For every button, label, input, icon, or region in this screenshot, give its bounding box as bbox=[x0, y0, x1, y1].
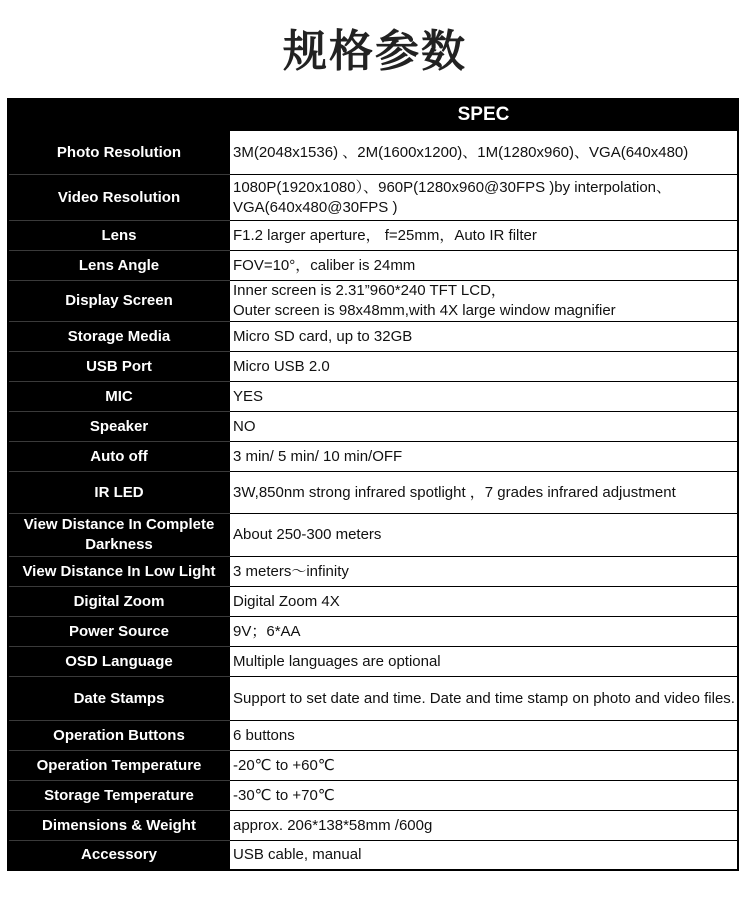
spec-label: Photo Resolution bbox=[8, 131, 230, 175]
spec-value: -20℃ to +60℃ bbox=[230, 751, 739, 781]
spec-label: Auto off bbox=[8, 442, 230, 472]
spec-row bbox=[8, 442, 738, 472]
spec-label: Lens Angle bbox=[8, 251, 230, 281]
spec-row bbox=[8, 281, 738, 322]
spec-value: F1.2 larger aperture， f=25mm，Auto IR filter bbox=[230, 221, 739, 251]
spec-row bbox=[8, 557, 738, 587]
spec-row bbox=[8, 352, 738, 382]
spec-label: USB Port bbox=[8, 352, 230, 382]
spec-label: OSD Language bbox=[8, 647, 230, 677]
spec-value: NO bbox=[230, 412, 739, 442]
spec-label: Lens bbox=[8, 221, 230, 251]
spec-label: IR LED bbox=[8, 472, 230, 514]
spec-label: Video Resolution bbox=[8, 175, 230, 221]
spec-header-row bbox=[8, 99, 738, 131]
spec-value: 3W,850nm strong infrared spotlight ，7 grades infrared adjustment bbox=[230, 472, 739, 514]
spec-header-blank bbox=[8, 99, 230, 131]
spec-row bbox=[8, 131, 738, 175]
spec-row bbox=[8, 221, 738, 251]
spec-label: Digital Zoom bbox=[8, 587, 230, 617]
spec-row bbox=[8, 251, 738, 281]
spec-label: Operation Temperature bbox=[8, 751, 230, 781]
spec-value: About 250-300 meters bbox=[230, 514, 739, 557]
spec-label: Storage Media bbox=[8, 322, 230, 352]
spec-row bbox=[8, 751, 738, 781]
spec-row bbox=[8, 382, 738, 412]
spec-row bbox=[8, 472, 738, 514]
spec-row bbox=[8, 514, 738, 557]
spec-label: View Distance In Complete Darkness bbox=[8, 514, 230, 557]
spec-label: Speaker bbox=[8, 412, 230, 442]
spec-value: 1080P(1920x1080）、960P(1280x960@30FPS )by interpolation、VGA(640x480@30FPS ) bbox=[230, 175, 739, 221]
spec-row bbox=[8, 841, 738, 870]
spec-value: 3M(2048x1536) 、2M(1600x1200)、1M(1280x960)、VGA(640x480) bbox=[230, 131, 739, 175]
spec-row bbox=[8, 781, 738, 811]
spec-row bbox=[8, 412, 738, 442]
spec-value: FOV=10°，caliber is 24mm bbox=[230, 251, 739, 281]
spec-row bbox=[8, 322, 738, 352]
spec-header: SPEC bbox=[230, 99, 739, 131]
spec-value: Digital Zoom 4X bbox=[230, 587, 739, 617]
spec-row bbox=[8, 647, 738, 677]
spec-label: Date Stamps bbox=[8, 677, 230, 721]
spec-row bbox=[8, 677, 738, 721]
spec-row bbox=[8, 721, 738, 751]
spec-value: -30℃ to +70℃ bbox=[230, 781, 739, 811]
spec-value: Support to set date and time. Date and time stamp on photo and video files. bbox=[230, 677, 739, 721]
spec-value: YES bbox=[230, 382, 739, 412]
spec-label: Display Screen bbox=[8, 281, 230, 322]
spec-value: Micro SD card, up to 32GB bbox=[230, 322, 739, 352]
spec-value: 9V；6*AA bbox=[230, 617, 739, 647]
spec-label: Power Source bbox=[8, 617, 230, 647]
spec-value: approx. 206*138*58mm /600g bbox=[230, 811, 739, 841]
spec-value: Inner screen is 2.31”960*240 TFT LCD， Outer screen is 98x48mm,with 4X large window magnifier bbox=[230, 281, 739, 322]
spec-row bbox=[8, 175, 738, 221]
spec-label: Operation Buttons bbox=[8, 721, 230, 751]
spec-value: Micro USB 2.0 bbox=[230, 352, 739, 382]
spec-row bbox=[8, 811, 738, 841]
spec-value: 3 min/ 5 min/ 10 min/OFF bbox=[230, 442, 739, 472]
spec-label: Storage Temperature bbox=[8, 781, 230, 811]
spec-label: Accessory bbox=[8, 841, 230, 870]
spec-label: MIC bbox=[8, 382, 230, 412]
spec-value: 3 meters～infinity bbox=[230, 557, 739, 587]
spec-label: View Distance In Low Light bbox=[8, 557, 230, 587]
spec-value: Multiple languages are optional bbox=[230, 647, 739, 677]
spec-value: 6 buttons bbox=[230, 721, 739, 751]
spec-row bbox=[8, 617, 738, 647]
spec-table bbox=[7, 98, 739, 871]
spec-row bbox=[8, 587, 738, 617]
spec-label: Dimensions & Weight bbox=[8, 811, 230, 841]
page-title: 规格参数 bbox=[283, 26, 467, 77]
spec-value: USB cable, manual bbox=[230, 841, 739, 870]
